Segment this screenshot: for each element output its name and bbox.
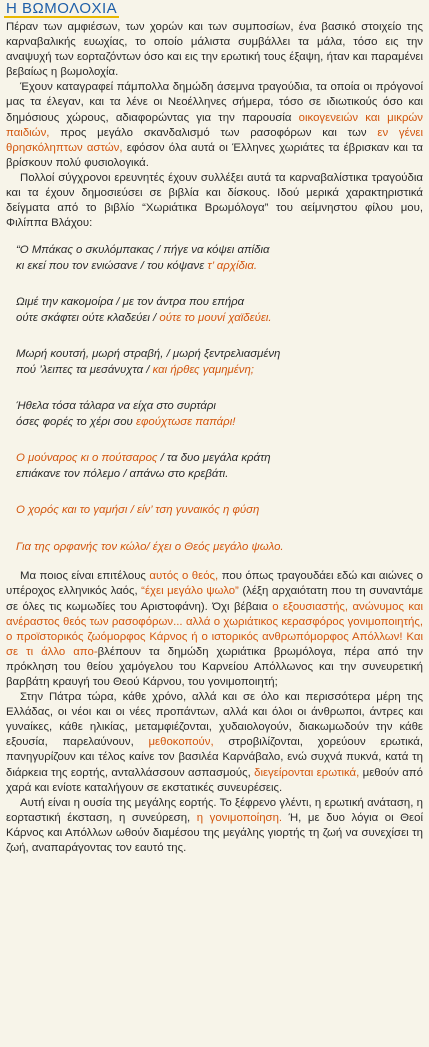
verse-run-text: όσες φορές το χέρι σου: [16, 415, 136, 428]
paragraph-researchers: [6, 171, 423, 231]
verse-run-text: επιάκανε τον πόλεμο / απάνω στο κρεβάτι.: [16, 467, 229, 480]
verse-run-text: ούτε σκάφτει ούτε κλαδεύει /: [16, 311, 160, 324]
paragraph-run-text: μεθούν από χαρά και ενίοτε καταλήγουν σε εκστατικές συνευρέσεις.: [6, 766, 423, 794]
paragraph-run-text: Μα ποιος είναι επιτέλους: [20, 570, 150, 583]
paragraph-run-highlight: εν γένει θρησκόληπτων αστών,: [6, 126, 424, 154]
paragraph-run-highlight: μεθοκοπούν,: [148, 736, 214, 749]
paragraph-run-text: Αυτή είναι η ουσία της μεγάλης εορτής. Το ξέφρενο γλέντι, η ερωτική ανάταση, η εορταστική έκσταση, η συνεύρεση,: [6, 796, 423, 824]
paragraph-run-text: προς μεγάλο σκανδαλισμό των ρασοφόρων και των: [49, 126, 378, 139]
verse-line: [16, 363, 423, 379]
verse-run-highlight: εφούχτωσε παπάρι!: [135, 415, 236, 428]
paragraph-run-text: (λέξη αρχαιότατη που τη συναντάμε σε όλες τις κωμωδίες του Αριστοφάνη). Όχι βέβαια: [6, 585, 423, 613]
verse-line: [16, 451, 423, 467]
verse-run-highlight: τ’ αρχίδια.: [207, 259, 258, 272]
verse-stanza: [16, 540, 423, 556]
paragraph-run-text: εφόσον όλα αυτά οι Έλληνες χωριάτες τα έβρισκαν και τα βρίσκουν πολύ φυσιολογικά.: [6, 141, 424, 169]
verse-run-highlight: Ο μούναρος κι ο πούτσαρος: [16, 452, 158, 465]
paragraph-run-text: στροβιλίζονται, χορεύουν ερωτικά, πανηγυρίζουν και τέλος καίνε τον βασιλέα Καρνάβαλο, ενώ συχνά πυκνά, κατά τη διάρκεια της εορτής, ανταλλάσσουν ασπασμούς,: [6, 736, 423, 779]
verse-line: [16, 503, 423, 519]
verse-list: [16, 243, 423, 555]
paragraph-run-text: Πολλοί σύγχρονοι ερευνητές έχουν συλλέξει αυτά τα καρναβαλίστικα τραγούδια και τα έχουν δημοσιεύσει σε βιβλία και δίσκους. Ιδού μερικά χαρακτηριστικά δείγματα από το βιβλίο “Χωριάτικα Βρωμόλογα” του αείμνηστου φίλου μου, Φιλίππα Βλάχου:: [6, 171, 423, 230]
verse-run-text: Ωιμέ την κακομοίρα / με τον άντρα που επήρα: [16, 296, 245, 309]
paragraph-run-text: που όπως τραγουδάει εδώ και αιώνες ο υπέροχος ελληνικός λαός,: [6, 570, 423, 598]
paragraph-run-highlight: αυτός ο θεός,: [149, 570, 219, 583]
paragraph-run-text: Έχουν καταγραφεί πάμπολλα δημώδη άσεμνα τραγούδια, τα οποία οι πρόγονοί μας τα έλεγαν, και τα λένε οι Νεοέλληνες σήμερα, τόσο σε ιδιωτικούς όσο και δημόσιους χώρους, αδιαφορώντας για την παρουσία: [6, 81, 423, 124]
paragraph-run-highlight: η γονιμοποίηση.: [196, 811, 283, 824]
paragraph-essence: [6, 796, 423, 856]
verse-stanza: [16, 243, 423, 274]
section-heading: Η ΒΩΜΟΛΟΧΙΑ: [6, 0, 118, 17]
paragraph-run-text: Ή, με δυο λόγια οι Θεοί Κάρνος και Απόλλων ωθούν διαμέσου της μεγάλης γιορτής τη ζωή να συνεχίσει τη ζωή, αναπαράγοντας τον εαυτό της.: [6, 811, 423, 854]
verse-run-highlight: και ήρθες γαμημένη;: [152, 363, 254, 376]
verse-run-text: / τα δυο μεγάλα κράτη: [157, 452, 271, 465]
paragraph-intro: [6, 20, 423, 80]
verse-stanza: [16, 451, 423, 482]
verse-stanza: [16, 295, 423, 326]
verse-stanza: [16, 503, 423, 519]
verse-line: [16, 243, 423, 259]
verse-line: [16, 540, 423, 556]
verse-line: [16, 399, 423, 415]
verse-line: [16, 311, 423, 327]
paragraph-run-highlight: οικογενειών και μικρών παιδιών,: [6, 111, 424, 139]
verse-stanza: [16, 347, 423, 378]
verse-line: [16, 259, 423, 275]
paragraph-run-highlight: διεγείρονται ερωτικά,: [254, 766, 360, 779]
verse-line: [16, 295, 423, 311]
verse-run-text: Ήθελα τόσα τάλαρα να είχα στο συρτάρι: [16, 400, 216, 413]
paragraph-run-text: Στην Πάτρα τώρα, κάθε χρόνο, αλλά και σε όλο και περισσότερα μέρη της Ελλάδας, οι νέοι και οι νέες προπάντων, αλλά και όλοι οι άνθρωποι, άντρες και γυναίκες, κάθε ηλικίας, μεταμφιέζονται, χυδαιολογούν, διακωμωδούν την κάθε εξουσία, παρελαύνουν,: [6, 691, 423, 749]
verse-run-text: κι εκεί που τον ενιώσανε / του κόψανε: [16, 259, 208, 272]
paragraph-run-text: Πέραν των αμφιέσων, των χορών και των συμποσίων, ένα βασικό στοιχείο της καρναβαλικής ευωχίας, το οποίο μάλιστα συμβάλλει τα μάλα, τόσο εις την αναψυχή των εορταζόντων όσο και εις την ερωτική τους έξαψη, ήταν και παραμένει βεβαίως η βωμολοχία.: [6, 21, 423, 79]
verse-run-highlight: Για της ορφανής τον κώλο/ έχει ο Θεός μεγάλο ψωλο.: [16, 540, 284, 553]
paragraph-songs: [6, 80, 423, 171]
paragraph-run-text: βλέπουν τα δημώδη χωριάτικα βρωμόλογα, πέρα από την πρόκληση του θείου χαμόγελου του Καρνείου Απόλλωνος και την συνευρετική βαρβάτη κραυγή του Θεού Κάρνου, του γονιμοποιητή;: [6, 645, 424, 688]
verse-run-text: “Ο Μπάκας ο σκυλόμπακας / πήγε να κόψει απίδια: [16, 244, 270, 257]
verse-stanza: [16, 399, 423, 430]
verse-line: [16, 347, 423, 363]
paragraph-patras: [6, 690, 423, 796]
verse-line: [16, 415, 423, 431]
verse-line: [16, 467, 423, 483]
paragraph-run-highlight: ο εξουσιαστής, ανώνυμος και ανέραστος θεός των ρασοφόρων... αλλά ο χωριάτικος κερασφόρος γονιμοποιητής, ο προϊστορικός ζωόμορφος Κάρνος ή ο ιστορικός ανθρωπόμορφος Απόλλων! Και σε τι άλλο απο-: [6, 600, 423, 658]
verse-run-text: πού ’λειπες τα μεσάνυχτα /: [16, 363, 153, 376]
verse-run-highlight: ούτε το μουνί χαϊδεύει.: [159, 311, 272, 324]
verse-run-text: Μωρή κουτσή, μωρή στραβή, / μωρή ξεντρελιασμένη: [16, 348, 281, 361]
paragraph-god: [6, 569, 423, 690]
verse-run-highlight: Ο χορός και το γαμήσι / είν’ τση γυναικός η φύση: [16, 504, 260, 517]
paragraph-run-highlight: “έχει μεγάλο ψωλο”: [141, 585, 239, 598]
